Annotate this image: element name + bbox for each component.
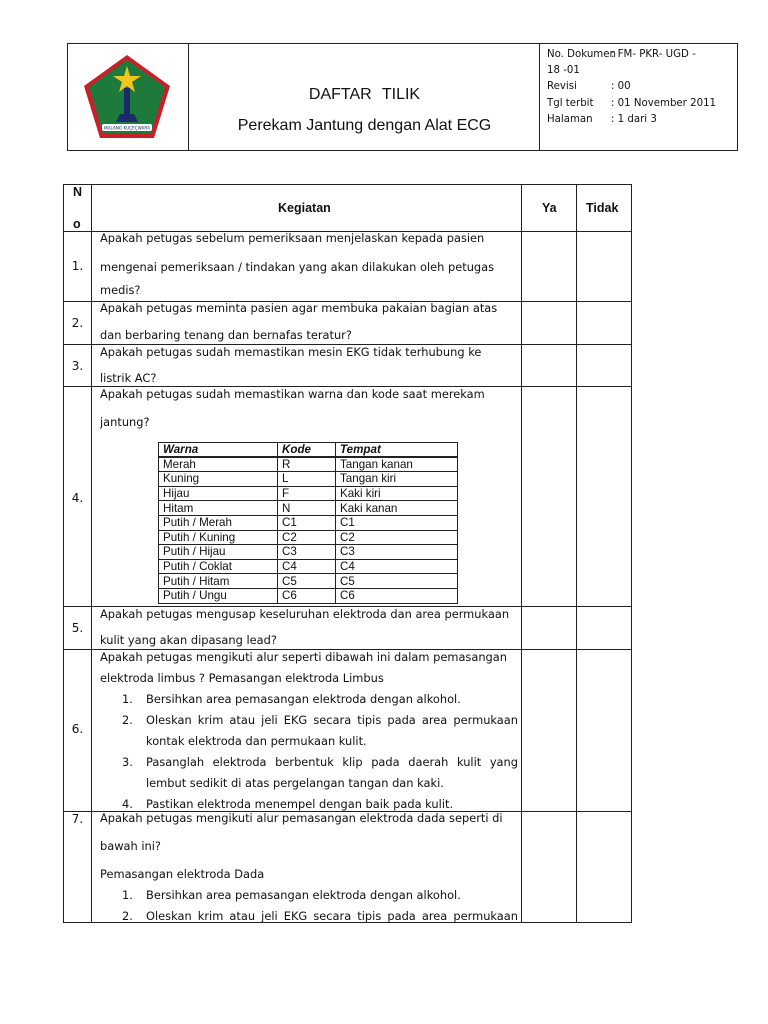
document-meta-cell bbox=[540, 44, 737, 150]
logo-ribbon-text: MALANG KUÇEÇWARA bbox=[103, 125, 151, 131]
row-number: 6. bbox=[71, 722, 84, 736]
column-header-warna: Warna bbox=[159, 443, 278, 458]
electrode-color-table bbox=[158, 442, 458, 604]
table-row: Putih / Kuning C2 C2 bbox=[159, 530, 458, 545]
meta-row-revisi: Revisi : 00 bbox=[547, 81, 631, 92]
meta-row-no-dokumen-cont: 18 -01 bbox=[547, 65, 580, 76]
table-row: Kuning L Tangan kiri bbox=[159, 472, 458, 487]
meta-row-tgl-terbit: Tgl terbit : 01 November 2011 bbox=[547, 98, 717, 109]
column-divider bbox=[91, 185, 92, 923]
list-item: 1. Bersihkan area pemasangan elektroda dengan alkohol. bbox=[122, 888, 461, 902]
table-row: Putih / Coklat C4 C4 bbox=[159, 559, 458, 574]
malang-city-emblem-logo bbox=[80, 52, 174, 142]
column-header-tempat: Tempat bbox=[336, 443, 458, 458]
table-row: Hijau F Kaki kiri bbox=[159, 486, 458, 501]
header-tidak: Tidak bbox=[586, 201, 619, 215]
header-no-1: N bbox=[73, 185, 83, 199]
list-item: 3. Pasanglah elektroda berbentuk klip pada daerah kulit yang lembut sedikit di atas pergelangan tangan dan kaki. bbox=[122, 755, 518, 790]
list-item: 1. Bersihkan area pemasangan elektroda dengan alkohol. bbox=[122, 692, 461, 706]
document-header bbox=[67, 43, 738, 151]
table-row: Putih / Ungu C6 C6 bbox=[159, 588, 458, 603]
question-6: Apakah petugas mengikuti alur seperti dibawah ini dalam pemasangan elektroda limbus ? Pemasangan elektroda Limbus 1. Bersihkan area pemasangan elektroda dengan alkohol. 2. Oleskan krim atau jeli EKG secara tipis pada area permukaan kontak elektroda dan permukaan kulit. 3. Pasanglah elektroda berbentuk klip pada daerah kulit yang lembut sedikit di atas pergelangan tangan dan kaki. 4. Pastikan elektroda menempel dengan baik pada kulit. bbox=[100, 647, 518, 815]
row-number: 4. bbox=[71, 491, 84, 505]
table-row: Hitam N Kaki kanan bbox=[159, 501, 458, 516]
list-item: 2. Oleskan krim atau jeli EKG secara tipis pada area permukaan kontak elektroda dan permukaan kulit. bbox=[122, 713, 518, 748]
column-header-kode: Kode bbox=[278, 443, 336, 458]
header-kegiatan: Kegiatan bbox=[278, 201, 331, 215]
question-1: Apakah petugas sebelum pemeriksaan menjelaskan kepada pasien mengenai pemeriksaan / tindakan yang akan dilakukan oleh petugas medis? bbox=[100, 231, 495, 297]
table-header-row bbox=[159, 443, 458, 458]
row-number: 3. bbox=[71, 359, 84, 373]
title-cell bbox=[189, 44, 540, 150]
question-3: Apakah petugas sudah memastikan mesin EKG tidak terhubung ke listrik AC? bbox=[100, 345, 482, 385]
header-ya: Ya bbox=[542, 201, 557, 215]
question-2: Apakah petugas meminta pasien agar membuka pakaian bagian atas dan berbaring tenang dan bernafas teratur? bbox=[100, 301, 498, 342]
logo-cell bbox=[68, 44, 189, 150]
row-number: 2. bbox=[71, 316, 84, 330]
table-row: Putih / Hitam C5 C5 bbox=[159, 574, 458, 589]
table-row: Merah R Tangan kanan bbox=[159, 457, 458, 472]
table-row: Putih / Merah C1 C1 bbox=[159, 515, 458, 530]
column-divider bbox=[576, 185, 577, 923]
document-subtitle: Perekam Jantung dengan Alat ECG bbox=[237, 117, 492, 134]
question-4: Apakah petugas sudah memastikan warna dan kode saat merekam jantung? bbox=[100, 387, 485, 429]
row-number: 7. bbox=[71, 812, 84, 826]
list-item: 2. Oleskan krim atau jeli EKG secara tipis pada area permukaan bbox=[122, 909, 518, 923]
question-5: Apakah petugas mengusap keseluruhan elektroda dan area permukaan kulit yang akan dipasang lead? bbox=[100, 607, 510, 647]
question-7: Apakah petugas mengikuti alur pemasangan elektroda dada seperti di bawah ini? Pemasangan elektroda Dada 1. Bersihkan area pemasangan elektroda dengan alkohol. 2. Oleskan krim atau jeli EKG secara tipis pada area permukaan bbox=[100, 808, 518, 927]
list-item: 4. Pastikan elektroda menempel dengan baik pada kulit. bbox=[122, 797, 454, 811]
row-number: 1. bbox=[71, 259, 84, 273]
document-title: DAFTAR TILIK bbox=[308, 86, 421, 103]
row-number: 5. bbox=[71, 621, 84, 635]
column-divider bbox=[521, 185, 522, 923]
header-no-2: o bbox=[73, 217, 81, 231]
meta-row-halaman: Halaman : 1 dari 3 bbox=[547, 114, 657, 125]
table-row: Putih / Hijau C3 C3 bbox=[159, 545, 458, 560]
meta-row-no-dokumen: No. Dokumen: FM- PKR- UGD - bbox=[547, 49, 696, 60]
